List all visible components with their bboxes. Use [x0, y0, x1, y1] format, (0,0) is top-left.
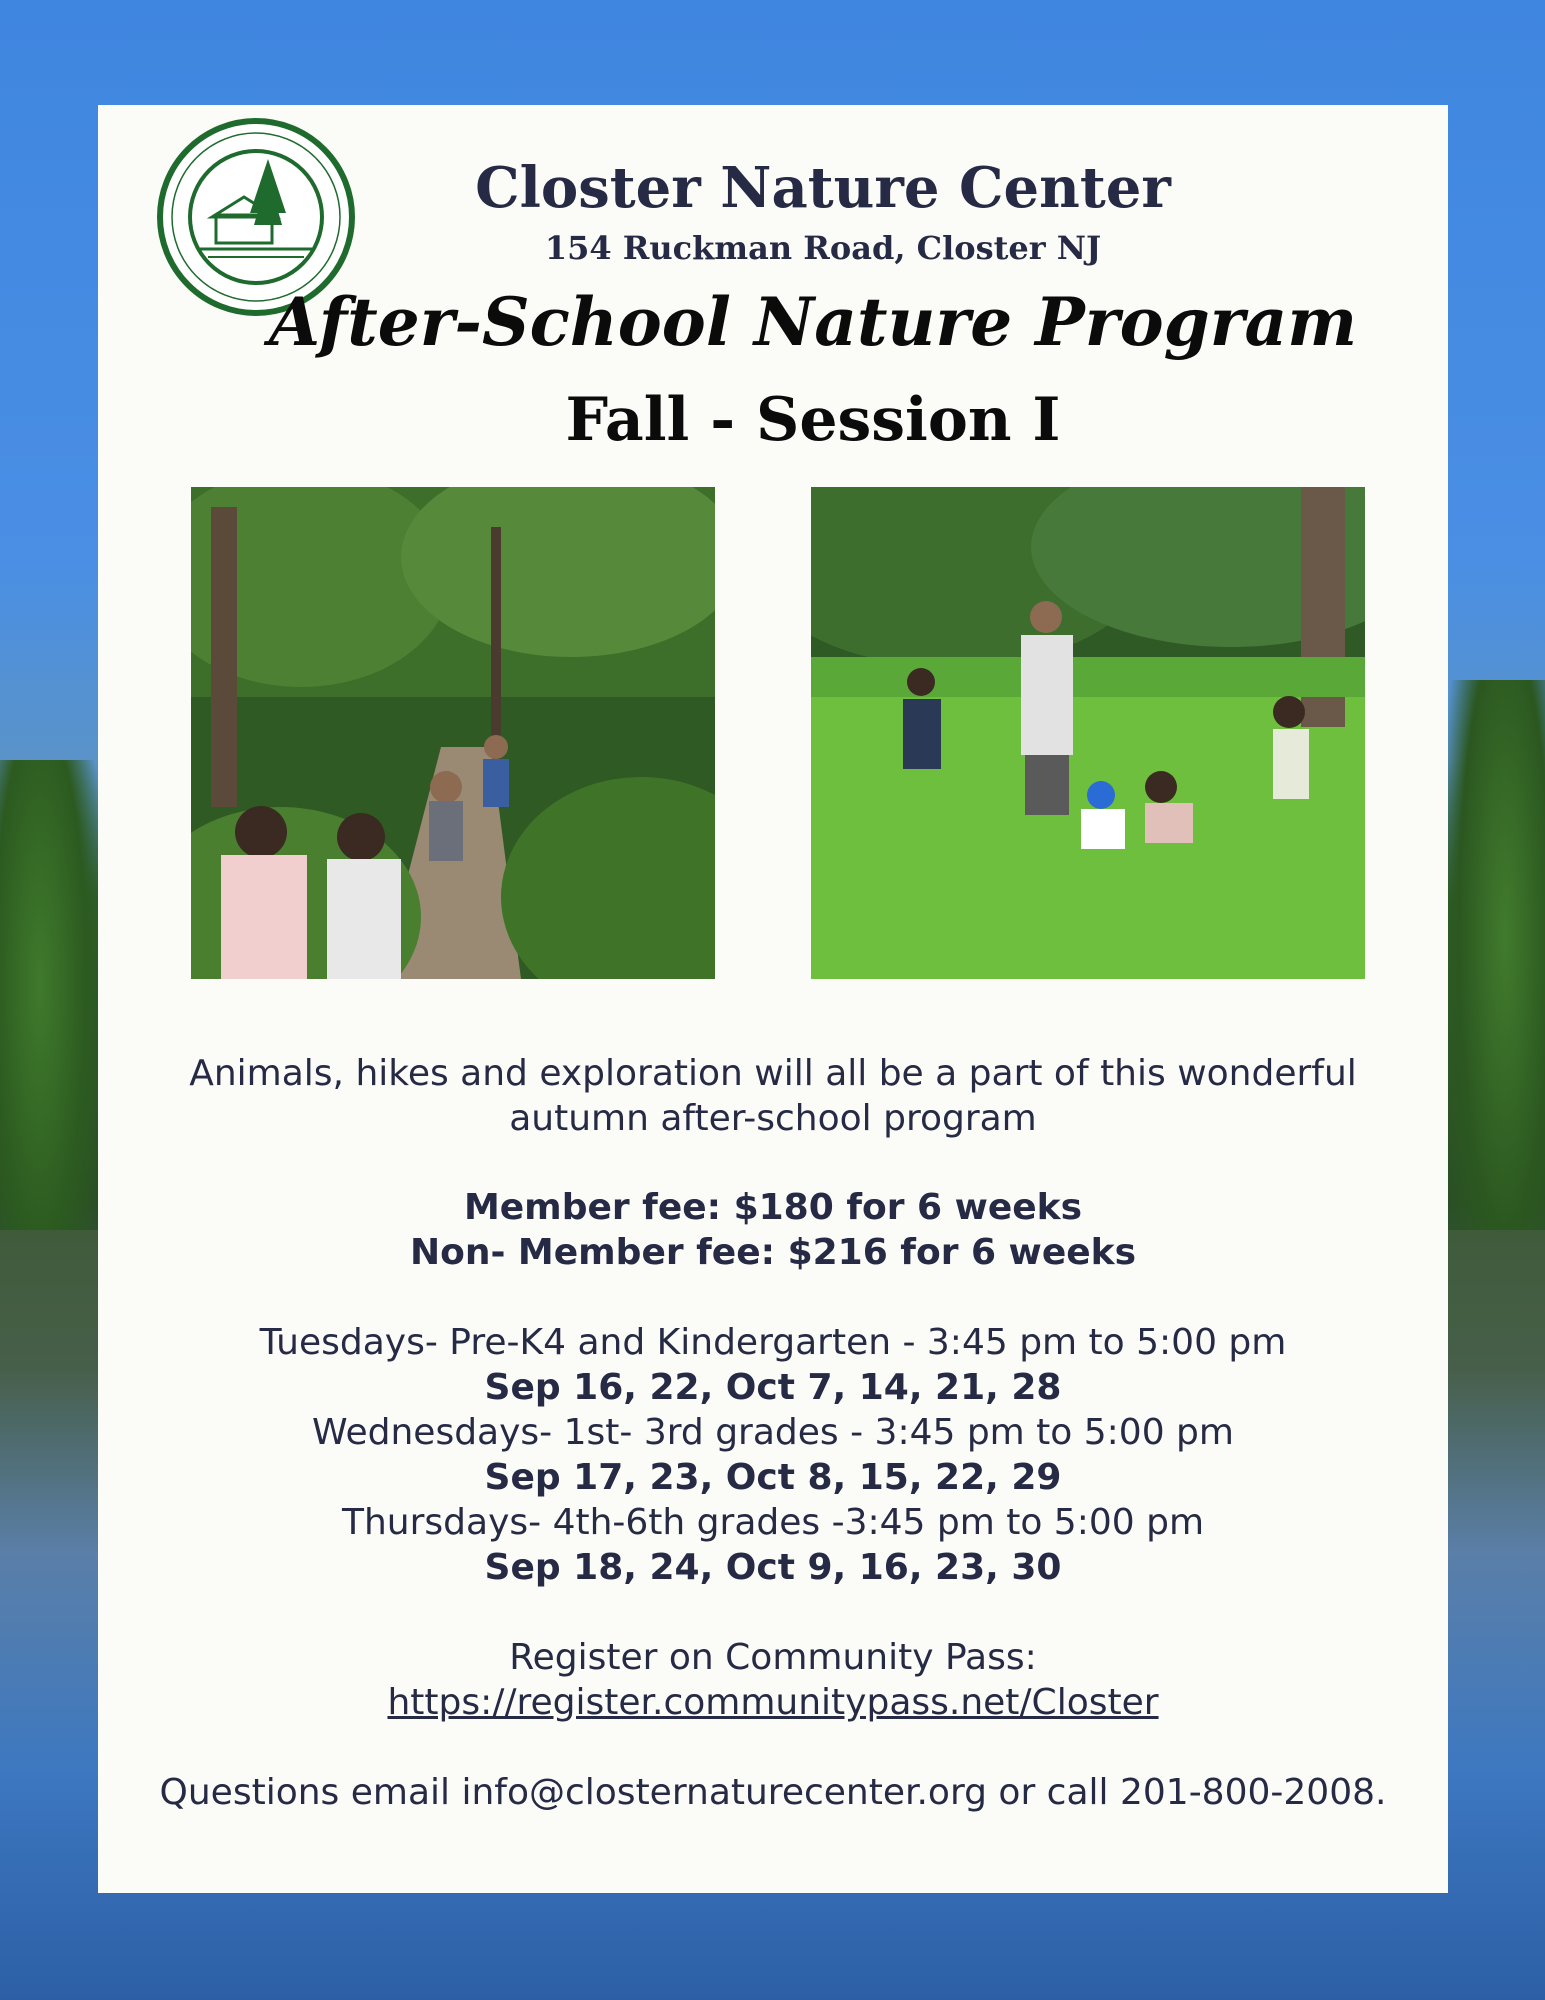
- description-line-1: Animals, hikes and exploration will all be a part of this wonderful: [189, 1053, 1357, 1094]
- photo-children-exploring-meadow: [811, 487, 1365, 979]
- member-fee: Member fee: $180 for 6 weeks: [463, 1187, 1083, 1228]
- background-trees-right: [1445, 680, 1545, 1320]
- description-line-2: autumn after-school program: [509, 1098, 1037, 1139]
- flyer-card: [98, 105, 1448, 1893]
- program-title: After-School Nature Program: [268, 283, 1358, 361]
- organization-address: 154 Ruckman Road, Closter NJ: [544, 229, 1102, 267]
- schedule-thursday-label: Thursdays- 4th-6th grades -3:45 pm to 5:00 pm: [341, 1502, 1205, 1543]
- registration-label: Register on Community Pass:: [509, 1637, 1037, 1678]
- registration-link[interactable]: https://register.communitypass.net/Closter: [387, 1682, 1159, 1723]
- contact-info: Questions email info@closternaturecenter.org or call 201-800-2008.: [159, 1772, 1387, 1813]
- schedule-wednesday-label: Wednesdays- 1st- 3rd grades - 3:45 pm to 5:00 pm: [312, 1412, 1234, 1453]
- organization-name: Closter Nature Center: [475, 155, 1171, 221]
- photo-children-hiking-trail: [191, 487, 715, 979]
- schedule-wednesday-dates: Sep 17, 23, Oct 8, 15, 22, 29: [484, 1457, 1062, 1498]
- schedule-tuesday-dates: Sep 16, 22, Oct 7, 14, 21, 28: [484, 1367, 1062, 1408]
- schedule-tuesday-label: Tuesdays- Pre-K4 and Kindergarten - 3:45 pm to 5:00 pm: [259, 1322, 1287, 1363]
- session-title: Fall - Session I: [565, 385, 1061, 455]
- schedule-thursday-dates: Sep 18, 24, Oct 9, 16, 23, 30: [484, 1547, 1062, 1588]
- non-member-fee: Non- Member fee: $216 for 6 weeks: [409, 1232, 1137, 1273]
